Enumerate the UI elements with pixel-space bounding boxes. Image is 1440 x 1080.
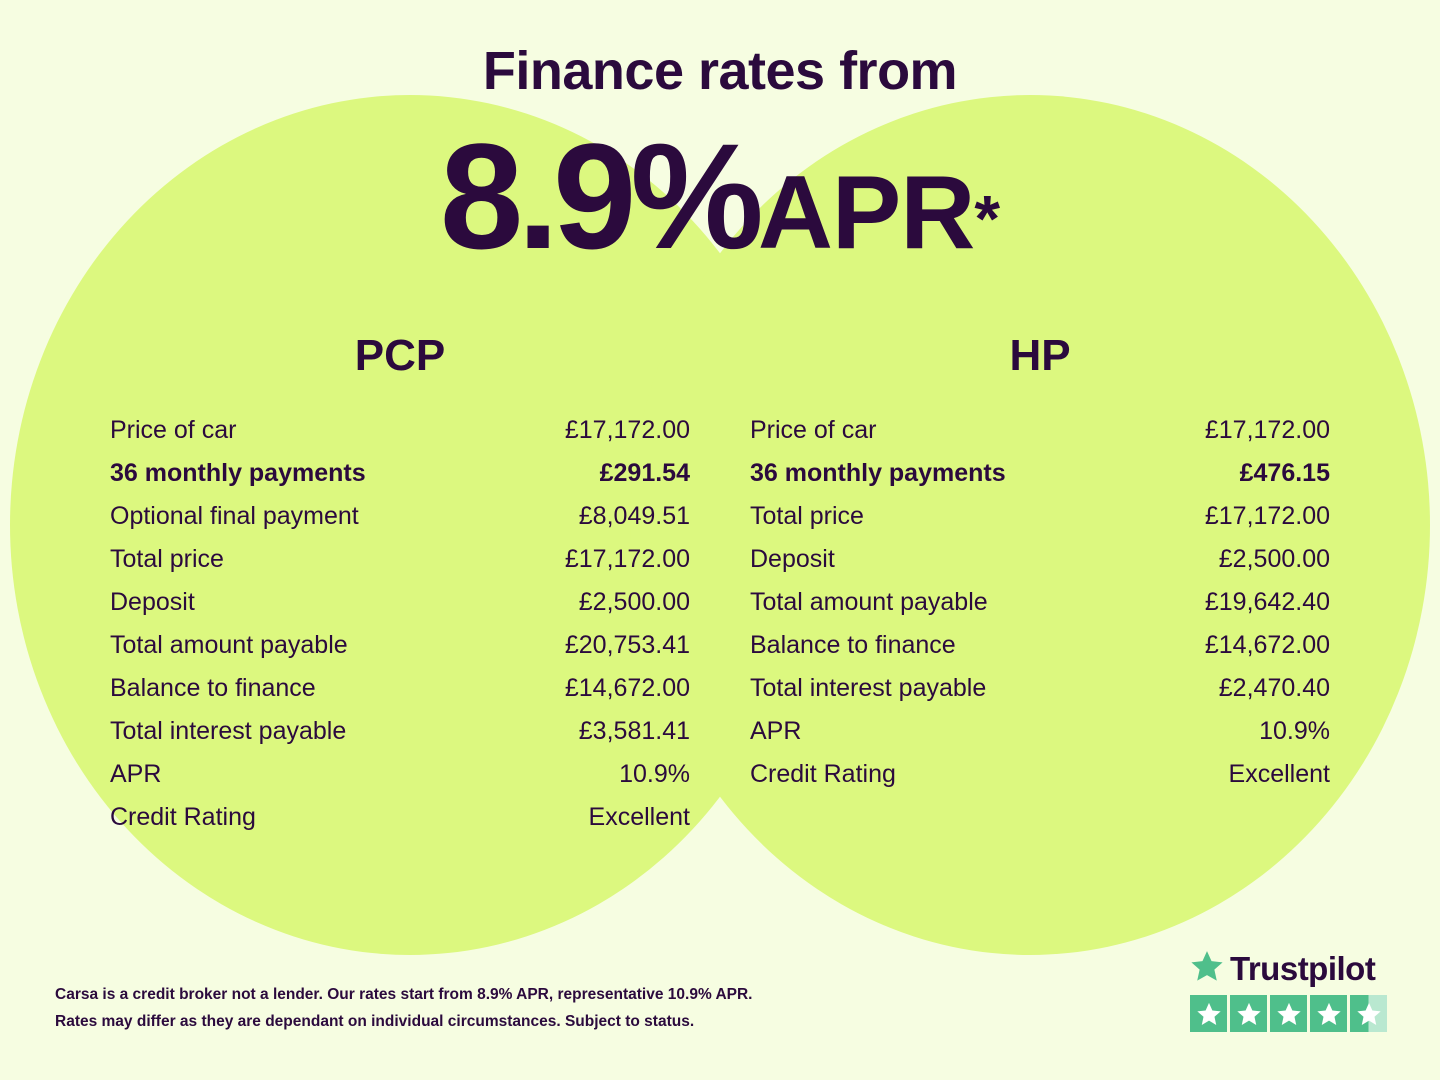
- finance-column-hp: [750, 331, 1330, 839]
- row-value: £2,500.00: [1218, 545, 1330, 573]
- trustpilot-rating: [1190, 995, 1390, 1032]
- row-label: Total amount payable: [750, 588, 988, 616]
- disclaimer-line-2: Rates may differ as they are dependant on individual circumstances. Subject to status.: [55, 1012, 695, 1030]
- trustpilot-star-icon: [1190, 949, 1224, 988]
- row-label: APR: [750, 717, 802, 745]
- rating-star-4: [1310, 995, 1347, 1032]
- table-row: [750, 624, 1330, 667]
- row-label: Optional final payment: [110, 502, 359, 530]
- table-row: [750, 409, 1330, 452]
- rating-star-5-half: [1350, 995, 1387, 1032]
- row-value: £291.54: [599, 459, 690, 487]
- table-row: [110, 409, 690, 452]
- table-row: [750, 667, 1330, 710]
- table-row: [750, 452, 1330, 495]
- row-value: £14,672.00: [564, 674, 690, 702]
- rating-star-3: [1270, 995, 1307, 1032]
- table-row: [110, 452, 690, 495]
- table-row: [110, 495, 690, 538]
- row-value: £17,172.00: [1204, 416, 1330, 444]
- column-title-hp: HP: [1009, 331, 1071, 380]
- hero-rate-number: 8.9%: [439, 112, 758, 280]
- row-label: Credit Rating: [110, 803, 256, 831]
- row-label: Total price: [110, 545, 224, 573]
- row-value: £20,753.41: [564, 631, 690, 659]
- table-row: [110, 796, 690, 839]
- row-label: 36 monthly payments: [110, 459, 366, 487]
- row-value: £476.15: [1239, 459, 1330, 487]
- hero-rate-apr: APR: [757, 155, 975, 271]
- row-label: Deposit: [110, 588, 195, 616]
- row-label: Credit Rating: [750, 760, 896, 788]
- row-value: £17,172.00: [564, 545, 690, 573]
- table-row: [110, 753, 690, 796]
- row-value: £2,500.00: [578, 588, 690, 616]
- row-value: £2,470.40: [1218, 674, 1330, 702]
- column-title-pcp: PCP: [354, 331, 446, 380]
- page-title: Finance rates from: [482, 41, 958, 101]
- row-label: Balance to finance: [750, 631, 956, 659]
- table-row: [110, 538, 690, 581]
- row-label: Price of car: [750, 416, 877, 444]
- row-value: £17,172.00: [1204, 502, 1330, 530]
- legal-disclaimer: [55, 981, 753, 1035]
- table-row: [750, 710, 1330, 753]
- table-row: [110, 667, 690, 710]
- row-value: £19,642.40: [1204, 588, 1330, 616]
- row-label: 36 monthly payments: [750, 459, 1006, 487]
- rating-star-1: [1190, 995, 1227, 1032]
- row-label: Total amount payable: [110, 631, 348, 659]
- row-value: Excellent: [588, 803, 690, 831]
- row-label: Total interest payable: [110, 717, 347, 745]
- table-row: [750, 581, 1330, 624]
- row-label: Total interest payable: [750, 674, 987, 702]
- row-value: £3,581.41: [578, 717, 690, 745]
- hero-rate-asterisk: *: [974, 181, 1001, 256]
- row-value: 10.9%: [619, 760, 690, 788]
- disclaimer-line-1: Carsa is a credit broker not a lender. Our rates start from 8.9% APR, representative 10.9% APR.: [55, 985, 753, 1003]
- table-row: [110, 624, 690, 667]
- trustpilot-name: Trustpilot: [1230, 949, 1376, 987]
- trustpilot-badge: [1190, 949, 1390, 1032]
- table-row: [750, 753, 1330, 796]
- table-row: [750, 495, 1330, 538]
- row-label: APR: [110, 760, 162, 788]
- table-row: [750, 538, 1330, 581]
- finance-column-pcp: [110, 331, 690, 839]
- row-label: Balance to finance: [110, 674, 316, 702]
- row-value: £8,049.51: [578, 502, 690, 530]
- table-row: [110, 710, 690, 753]
- row-value: £17,172.00: [564, 416, 690, 444]
- row-value: 10.9%: [1259, 717, 1330, 745]
- row-label: Deposit: [750, 545, 835, 573]
- row-label: Price of car: [110, 416, 237, 444]
- rating-star-2: [1230, 995, 1267, 1032]
- row-value: Excellent: [1228, 760, 1330, 788]
- trustpilot-header: [1190, 949, 1390, 988]
- finance-comparison: [0, 331, 1440, 839]
- row-label: Total price: [750, 502, 864, 530]
- table-row: [110, 581, 690, 624]
- hero-rate: [0, 110, 1440, 283]
- row-value: £14,672.00: [1204, 631, 1330, 659]
